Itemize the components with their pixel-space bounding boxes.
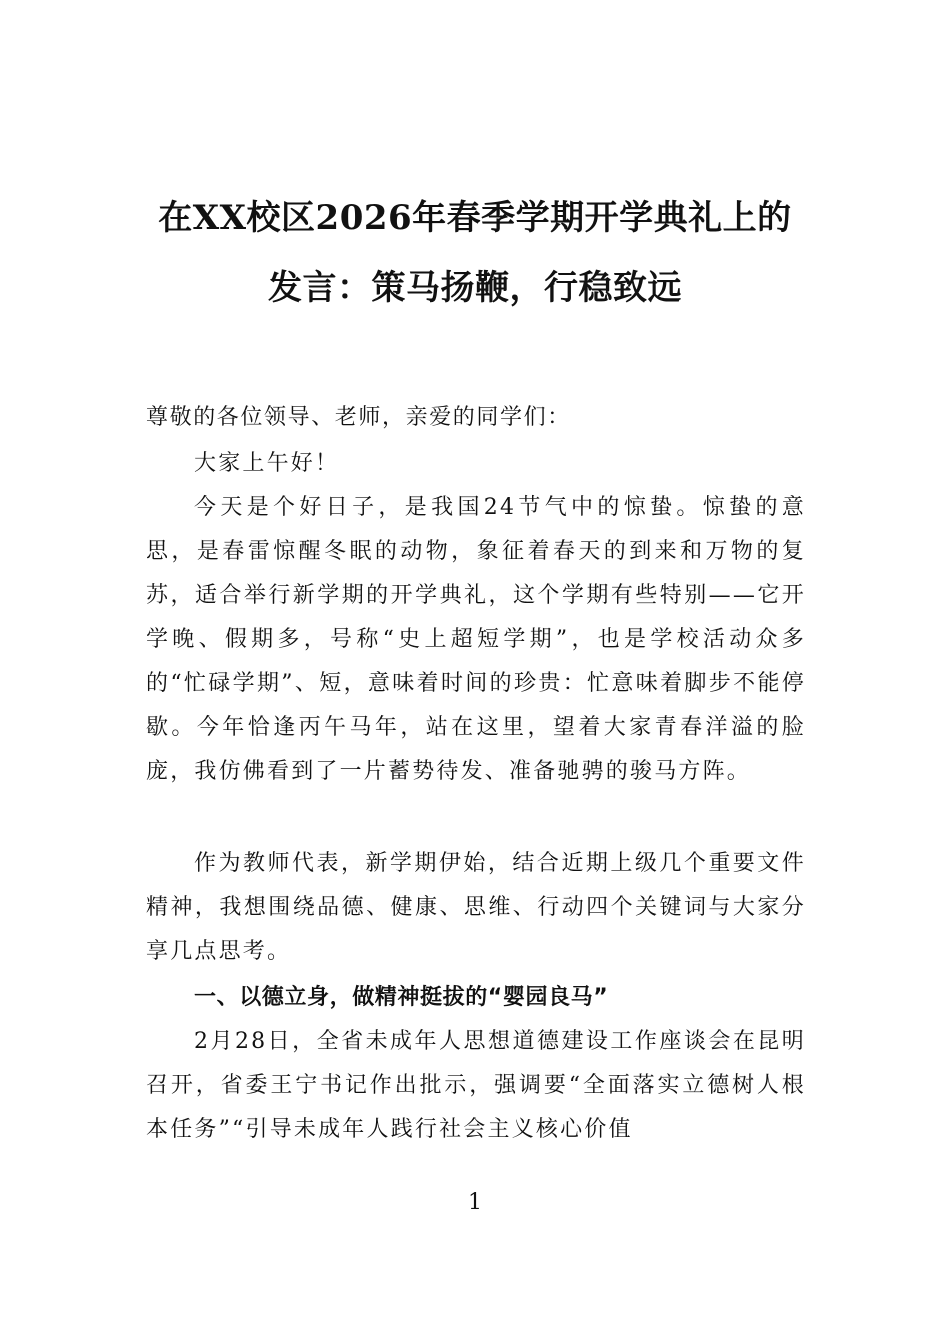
body-paragraph-conference: 2月28日，全省未成年人思想道德建设工作座谈会在昆明召开，省委王宁书记作出批示，强调要“全面落实立德树人根本任务”“引导未成年人践行社会主义核心价值 <box>146 1029 806 1142</box>
section-heading-1: 一、以德立身，做精神挺拔的“婴园良马” <box>194 985 609 1010</box>
body-paragraph-teacher-representative: 作为教师代表，新学期伊始，结合近期上级几个重要文件精神，我想围绕品德、健康、思维、行动四个关键词与大家分享几点思考。 <box>146 851 806 964</box>
document-title-line-1: 在XX校区2026年春季学期开学典礼上的 <box>158 198 792 238</box>
body-paragraph-solar-term: 今天是个好日子，是我国24节气中的惊蛰。惊蛰的意思，是春雷惊醒冬眠的动物，象征着春天的到来和万物的复苏，适合举行新学期的开学典礼，这个学期有些特别——它开学晚、假期多，号称“史上超短学期”，也是学校活动众多的“忙碌学期”、短，意味着时间的珍贵：忙意味着脚步不能停歇。今年恰逢丙午马年，站在这里，望着大家青春洋溢的脸庞，我仿佛看到了一片蓄势待发、准备驰骋的骏马方阵。 <box>146 495 806 784</box>
greeting-paragraph: 大家上午好！ <box>194 451 340 476</box>
page-number: 1 <box>468 1190 482 1215</box>
document-title-line-2: 发言：策马扬鞭，行稳致远 <box>268 268 682 308</box>
salutation: 尊敬的各位领导、老师，亲爱的同学们： <box>146 405 571 430</box>
